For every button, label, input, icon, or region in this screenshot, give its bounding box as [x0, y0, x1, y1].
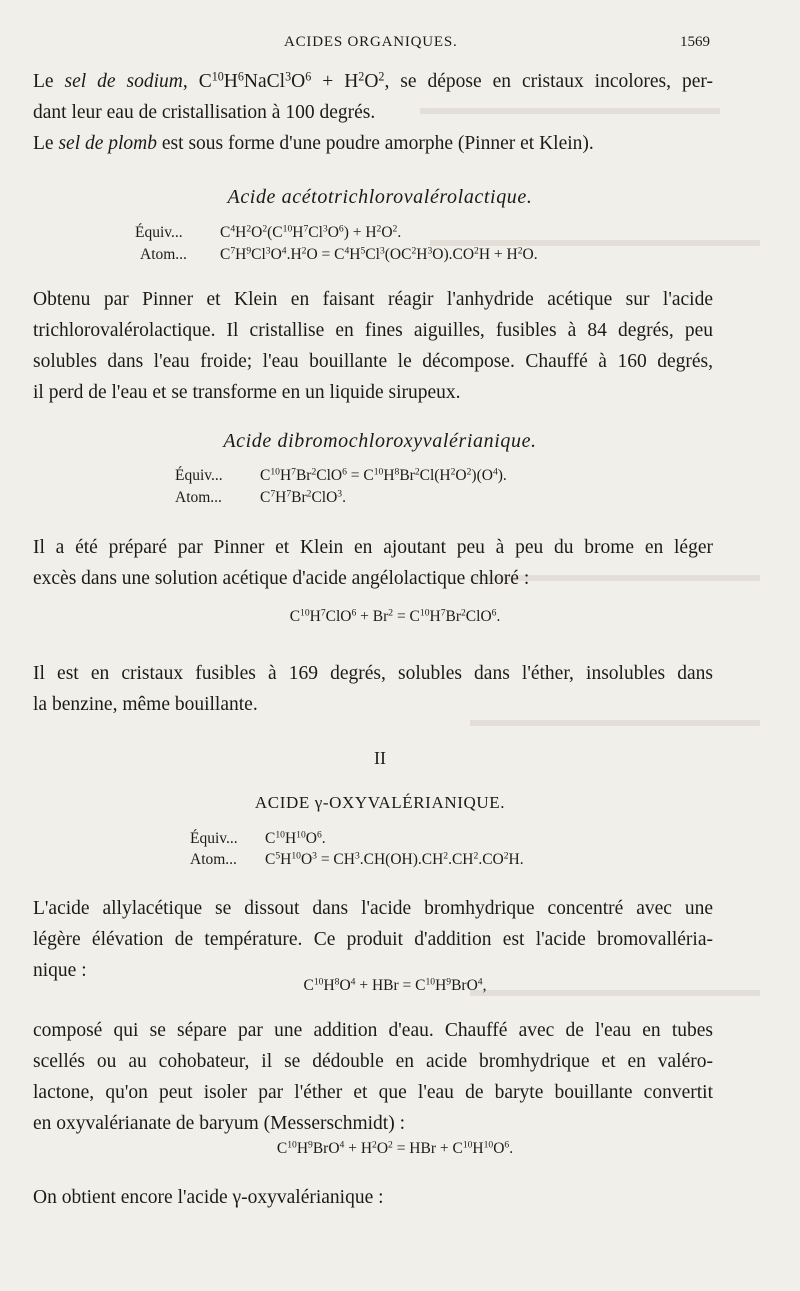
equiv-label: Équiv... [175, 467, 223, 484]
equiv-label: Équiv... [135, 224, 183, 241]
section-title-oxyvalerianique: ACIDE γ-OXYVALÉRIANIQUE. [254, 793, 506, 812]
paragraph-line: en oxyvalérianate de baryum (Messerschmidt) : [33, 1113, 405, 1134]
allylacetique-paragraph [33, 893, 713, 986]
equiv-formula-row: Équiv... $C^{10}H^{10}O^6$. [190, 829, 326, 847]
paragraph-line: lactone, qu'on peut isoler par l'éther et que l'eau de baryte bouillante convertit [33, 1082, 713, 1103]
equiv-formula-row: Équiv... $C^{10}H^7Br^2ClO^6 = C^{10}H^8Br^2Cl(H^2O^2)(O^4)$. [175, 466, 507, 484]
atom-label: Atom... [175, 489, 222, 506]
hbr-addition-equation: $C^{10}H^8O^4$ + HBr = $C^{10}H^9BrO^4$, [303, 976, 487, 994]
atom-label: Atom... [190, 851, 237, 868]
salts-paragraph [33, 66, 713, 159]
running-title: ACIDES ORGANIQUES. [284, 34, 458, 50]
atom-formula-row: Atom... $C^7H^9Cl^3O^4.H^2O = C^4H^5Cl^3(OC^2H^3O).CO^2H + H^2O$. [140, 245, 538, 263]
paragraph-line: Il a été préparé par Pinner et Klein en ajoutant peu à peu du brome en léger [33, 537, 713, 558]
paragraph-line: il perd de l'eau et se transforme en un liquide sirupeux. [33, 382, 461, 403]
paragraph-line: excès dans une solution acétique d'acide angélolactique chloré : [33, 568, 530, 589]
closing-line [33, 1182, 713, 1213]
paragraph-line: solubles dans l'eau froide; l'eau bouillante le décompose. Chauffé à 160 degrés, [33, 351, 713, 372]
lead-salt-line: Le sel de plomb est sous forme d'une poudre amorphe (Pinner et Klein). [33, 133, 594, 154]
paragraph-line: la benzine, même bouillante. [33, 694, 258, 715]
paragraph-line: scellés ou au cohobateur, il se dédouble en acide bromhydrique et en valéro- [33, 1051, 713, 1072]
paragraph-line: On obtient encore l'acide γ-oxyvalérianique : [33, 1187, 384, 1208]
atom-formula-row: Atom... $C^5H^{10}O^3 = CH^3.CH(OH).CH^2.CH^2.CO^2H$. [190, 850, 524, 868]
atom-formula-row: Atom... $C^7H^7Br^2ClO^3$. [175, 488, 346, 506]
section-title-dibromochloro: Acide dibromochloroxyvalérianique. [223, 430, 537, 452]
hydrolysis-equation: $C^{10}H^9BrO^4 + H^2O^2$ = HBr + $C^{10}H^{10}O^6$. [276, 1139, 514, 1157]
equiv-label: Équiv... [190, 830, 238, 847]
paragraph-line: composé qui se sépare par une addition d'eau. Chauffé avec de l'eau en tubes [33, 1020, 713, 1041]
paragraph-line: Il est en cristaux fusibles à 169 degrés, solubles dans l'éther, insolubles dans [33, 663, 713, 684]
bromination-equation: $C^{10}H^7ClO^6 + Br^2 = C^{10}H^7Br^2ClO^6$. [289, 607, 501, 625]
paragraph-line: légère élévation de température. Ce produit d'addition est l'acide bromovalléria- [33, 929, 713, 950]
atom-label: Atom... [140, 246, 187, 263]
section-title-acetotrichloro: Acide acétotrichlorovalérolactique. [227, 186, 533, 208]
sodium-salt-line: Le sel de sodium, $C^{10}H^6NaCl^3O^6 + H^2O^2$, se dépose en cristaux incolores, per- [33, 69, 713, 92]
compose-paragraph [33, 1015, 713, 1139]
equiv-formula-row: Équiv... $C^4H^2O^2(C^{10}H^7Cl^3O^6) + H^2O^2$. [135, 223, 402, 241]
paragraph-line: L'acide allylacétique se dissout dans l'acide bromhydrique concentré avec une [33, 898, 713, 919]
sodium-salt-line-2: dant leur eau de cristallisation à 100 degrés. [33, 102, 376, 123]
page-number: 1569 [680, 34, 710, 50]
paragraph-line: nique : [33, 960, 87, 981]
paragraph-line: trichlorovalérolactique. Il cristallise en fines aiguilles, fusibles à 84 degrés, peu [33, 320, 713, 341]
dibromochloro-properties [33, 658, 713, 720]
running-header [0, 34, 800, 56]
dibromochloro-paragraph [33, 532, 713, 594]
paragraph-line: Obtenu par Pinner et Klein en faisant réagir l'anhydride acétique sur l'acide [33, 289, 713, 310]
acetotrichloro-paragraph [33, 284, 713, 408]
section-roman-numeral: II [374, 748, 386, 768]
